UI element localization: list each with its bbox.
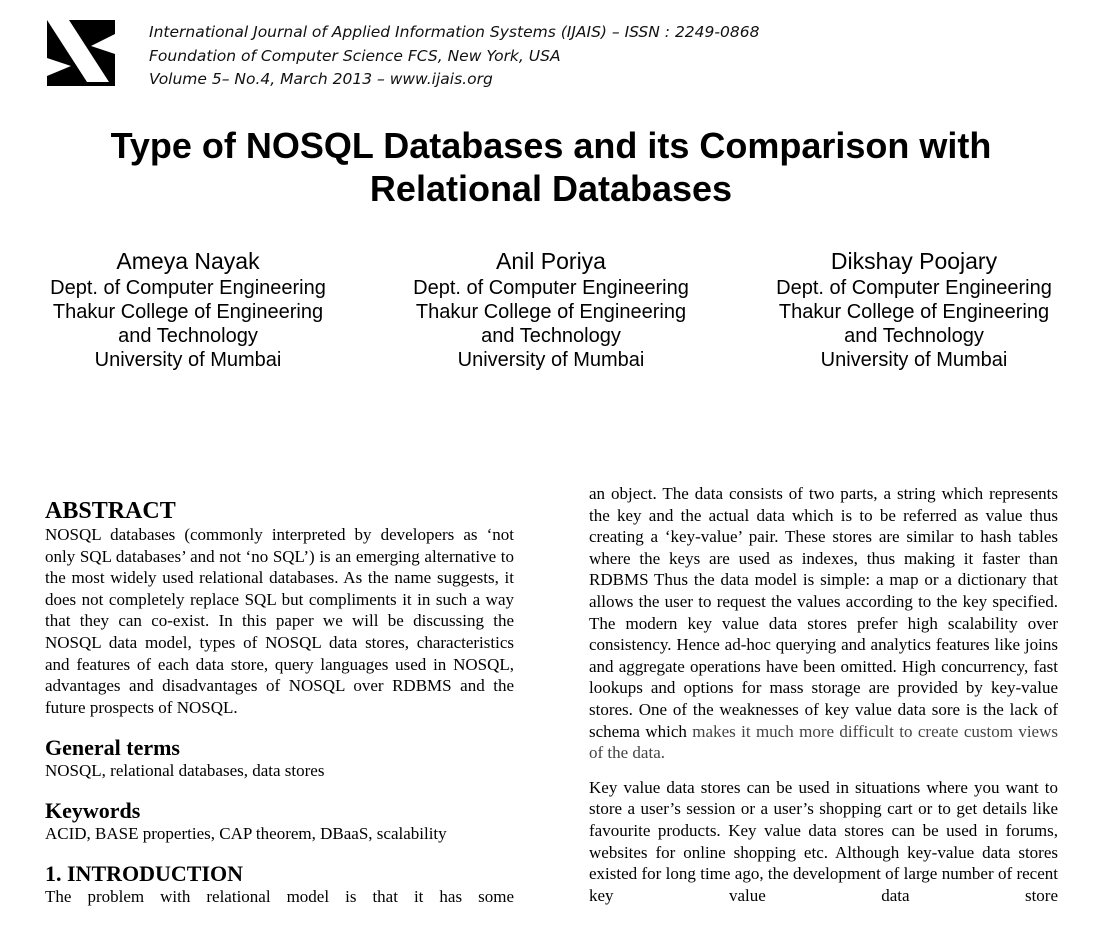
author-block [23,246,353,372]
left-column [45,498,514,907]
author-dept: Dept. of Computer Engineering [776,277,1052,299]
general-terms-text: NOSQL, relational databases, data stores [45,761,325,781]
introduction-heading: 1. INTRODUCTION [45,860,244,886]
author-name: Anil Poriya [496,248,606,274]
author-block [749,246,1079,372]
author-university: University of Mumbai [94,349,282,371]
author-college: and Technology [118,325,258,347]
title-line: Relational Databases [369,168,733,209]
general-terms-heading: General terms [45,735,180,761]
author-dept: Dept. of Computer Engineering [413,277,689,299]
author-college: Thakur College of Engineering [52,301,324,323]
journal-line: Volume 5– No.4, March 2013 – www.ijais.org [149,70,493,88]
right-column [589,483,1058,906]
journal-logo [47,20,115,86]
introduction-text: The problem with relational model is that it has some [45,886,514,906]
abstract-heading: ABSTRACT [45,498,176,524]
key-value-paragraph [589,483,1058,764]
title-line: Type of NOSQL Databases and its Comparison with [110,125,992,166]
abstract-text: NOSQL databases (commonly interpreted by developers as ‘not only SQL databases’ and not ‘no SQL’) is an emerging alternative to the most widely used relational databases. As the name suggests, it does not completely replace SQL but compliments it in such a way that they can co-exist. In this paper we will be discussing the NOSQL data model, types of NOSQL data stores, characteristics and features of each data store, query languages used in NOSQL, advantages and disadvantages of NOSQL over RDBMS and the future prospects of NOSQL. [45,525,514,717]
author-college: Thakur College of Engineering [778,301,1050,323]
author-college: and Technology [481,325,621,347]
author-college: Thakur College of Engineering [415,301,687,323]
author-college: and Technology [844,325,984,347]
author-dept: Dept. of Computer Engineering [50,277,326,299]
key-value-usage-paragraph: Key value data stores can be used in situations where you want to store a user’s session or a user’s shopping cart or to get details like favourite products. Key value data stores can be used in forums, websites for online shopping etc. Although key-value data stores existed for long time ago, the development of large number of recent key value data store [589,777,1058,905]
author-name: Dikshay Poojary [830,248,998,274]
keywords-heading: Keywords [45,797,141,823]
author-name: Ameya Nayak [116,248,260,274]
author-university: University of Mumbai [457,349,645,371]
keywords-text: ACID, BASE properties, CAP theorem, DBaaS, scalability [45,823,447,843]
journal-line: International Journal of Applied Information Systems (IJAIS) – ISSN : 2249-0868 [149,23,760,41]
journal-header [149,21,759,92]
journal-line: Foundation of Computer Science FCS, New York, USA [149,46,561,65]
author-block [386,246,716,372]
paragraph-text: an object. The data consists of two parts, a string which represents the key and the actual data which is to be referred as value thus creating a ‘key-value’ pair. These stores are similar to hash tables where the keys are used as indexes, thus making it faster than RDBMS Thus the data model is simple: a map or a dictionary that allows the user to request the values according to the key specified. The modern key value data stores prefer high scalability over consistency. Hence ad-hoc querying and analytics features like joins and aggregate operations have been omitted. High concurrency, fast lookups and options for mass storage are provided by key-value stores. One of the weaknesses of key value data sore is the lack of schema which [589,484,1058,741]
author-university: University of Mumbai [820,349,1008,371]
paragraph-text-faded: makes it much more difficult to create custom views of the data. [589,721,1058,763]
paper-title [40,124,1062,210]
